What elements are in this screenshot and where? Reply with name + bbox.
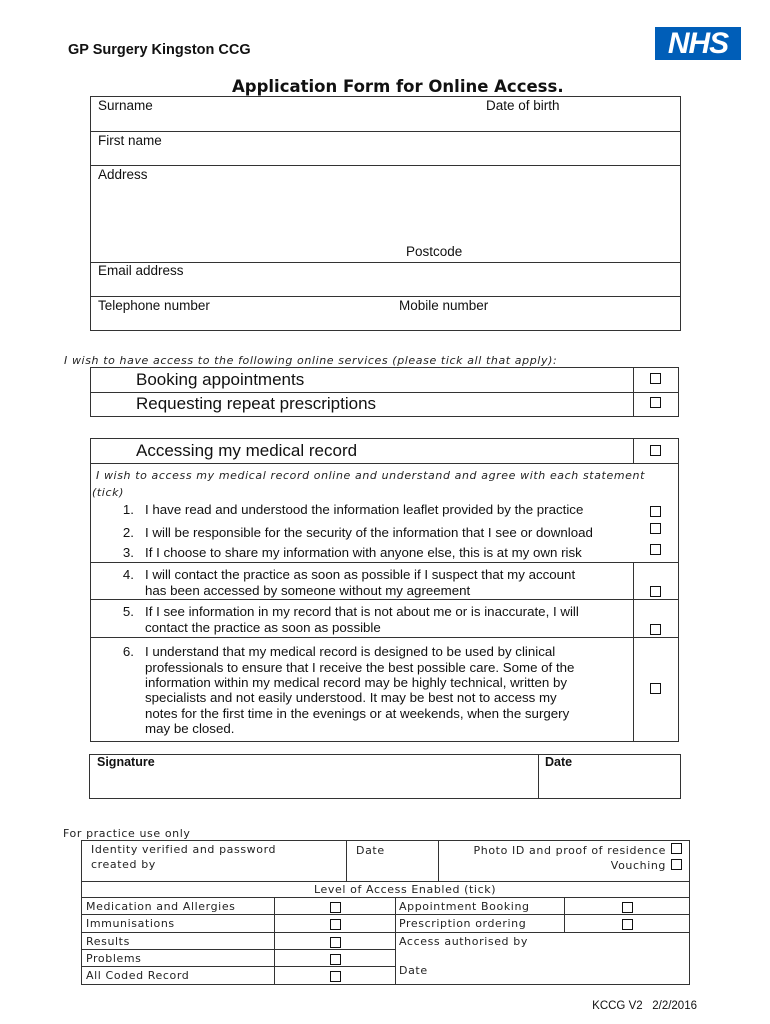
statement-4-line1: I will contact the practice as soon as possible if I suspect that my account [145,567,576,582]
statement-2-checkbox[interactable] [650,523,661,534]
statement-2-number: 2. [122,525,134,540]
access-prescription-label: Prescription ordering [399,917,527,930]
service-booking-label: Booking appointments [136,370,305,389]
access-coded-record-label: All Coded Record [86,969,190,982]
statement-3-number: 3. [122,545,134,560]
nhs-logo-text: NHS [667,27,729,60]
statement-6-line4: specialists and not easily understood. It may be best not to access my [145,690,557,705]
statement-5-number: 5. [122,604,134,619]
access-authorised-label: Access authorised by [399,935,528,948]
statement-6-number: 6. [122,644,134,659]
statement-4-line2: has been accessed by someone without my agreement [145,583,471,598]
practice-date-field[interactable]: Date [356,844,385,857]
dob-field[interactable]: Date of birth [486,98,560,113]
address-field[interactable]: Address [98,167,148,182]
signature-field[interactable]: Signature [97,755,155,769]
vouching-checkbox[interactable] [671,859,682,870]
statement-6-line1: I understand that my medical record is designed to be used by clinical [145,644,556,659]
access-prescription-checkbox[interactable] [622,919,633,930]
statement-2-text: I will be responsible for the security of the information that I see or download [145,525,593,540]
postcode-field[interactable]: Postcode [406,244,463,259]
service-repeat-label: Requesting repeat prescriptions [136,394,377,413]
record-checkbox[interactable] [650,445,661,456]
identity-verified-line1: Identity verified and password [91,843,277,856]
access-medication-label: Medication and Allergies [86,900,236,913]
access-results-label: Results [86,935,130,948]
practice-name: GP Surgery Kingston CCG [68,42,251,58]
photo-id-checkbox[interactable] [671,843,682,854]
identity-verified-line2: created by [91,858,156,871]
statement-5-line2: contact the practice as soon as possible [145,620,381,635]
record-intro-line2: (tick) [92,486,124,499]
statement-6-checkbox[interactable] [650,683,661,694]
access-medication-checkbox[interactable] [330,902,341,913]
statement-1-text: I have read and understood the information leaflet provided by the practice [145,502,584,517]
statement-6-line6: may be closed. [145,721,235,736]
signature-box [89,754,681,799]
booking-checkbox[interactable] [650,373,661,384]
access-problems-checkbox[interactable] [330,954,341,965]
surname-field[interactable]: Surname [98,98,153,113]
repeat-checkbox[interactable] [650,397,661,408]
practice-use-heading: For practice use only [63,827,191,840]
record-intro-line1: I wish to access my medical record online and understand and agree with each statement [96,469,646,482]
statement-5-checkbox[interactable] [650,624,661,635]
services-intro: I wish to have access to the following online services (please tick all that apply): [64,354,558,367]
statement-1-number: 1. [122,502,134,517]
statement-6-line2: professionals to ensure that I receive the best possible care. Some of the [145,660,575,675]
access-date-field[interactable]: Date [399,964,428,977]
photo-id-label: Photo ID and proof of residence [473,844,666,857]
access-coded-record-checkbox[interactable] [330,971,341,982]
access-immunisations-checkbox[interactable] [330,919,341,930]
mobile-field[interactable]: Mobile number [399,298,489,313]
statement-6-line3: information within my medical record may be highly technical, written by [145,675,567,690]
level-of-access-heading: Level of Access Enabled (tick) [314,883,497,896]
statement-4-number: 4. [122,567,134,582]
signature-date-field[interactable]: Date [545,755,573,769]
access-appointment-label: Appointment Booking [399,900,530,913]
statement-5-line1: If I see information in my record that is not about me or is inaccurate, I will [145,604,579,619]
service-record-label: Accessing my medical record [136,441,358,460]
access-immunisations-label: Immunisations [86,917,175,930]
access-results-checkbox[interactable] [330,937,341,948]
vouching-label: Vouching [610,859,666,872]
email-field[interactable]: Email address [98,263,184,278]
version-footer: KCCG V2 2/2/2016 [592,1000,697,1012]
statement-3-text: If I choose to share my information with anyone else, this is at my own risk [145,545,582,560]
telephone-field[interactable]: Telephone number [98,298,210,313]
access-problems-label: Problems [86,952,142,965]
nhs-logo [655,27,741,60]
access-appointment-checkbox[interactable] [622,902,633,913]
statement-3-checkbox[interactable] [650,544,661,555]
statement-4-checkbox[interactable] [650,586,661,597]
form-title: Application Form for Online Access. [232,77,564,96]
first-name-field[interactable]: First name [98,133,162,148]
statement-6-line5: notes for the first time in the evenings or at weekends, when the surgery [145,706,570,721]
statement-1-checkbox[interactable] [650,506,661,517]
